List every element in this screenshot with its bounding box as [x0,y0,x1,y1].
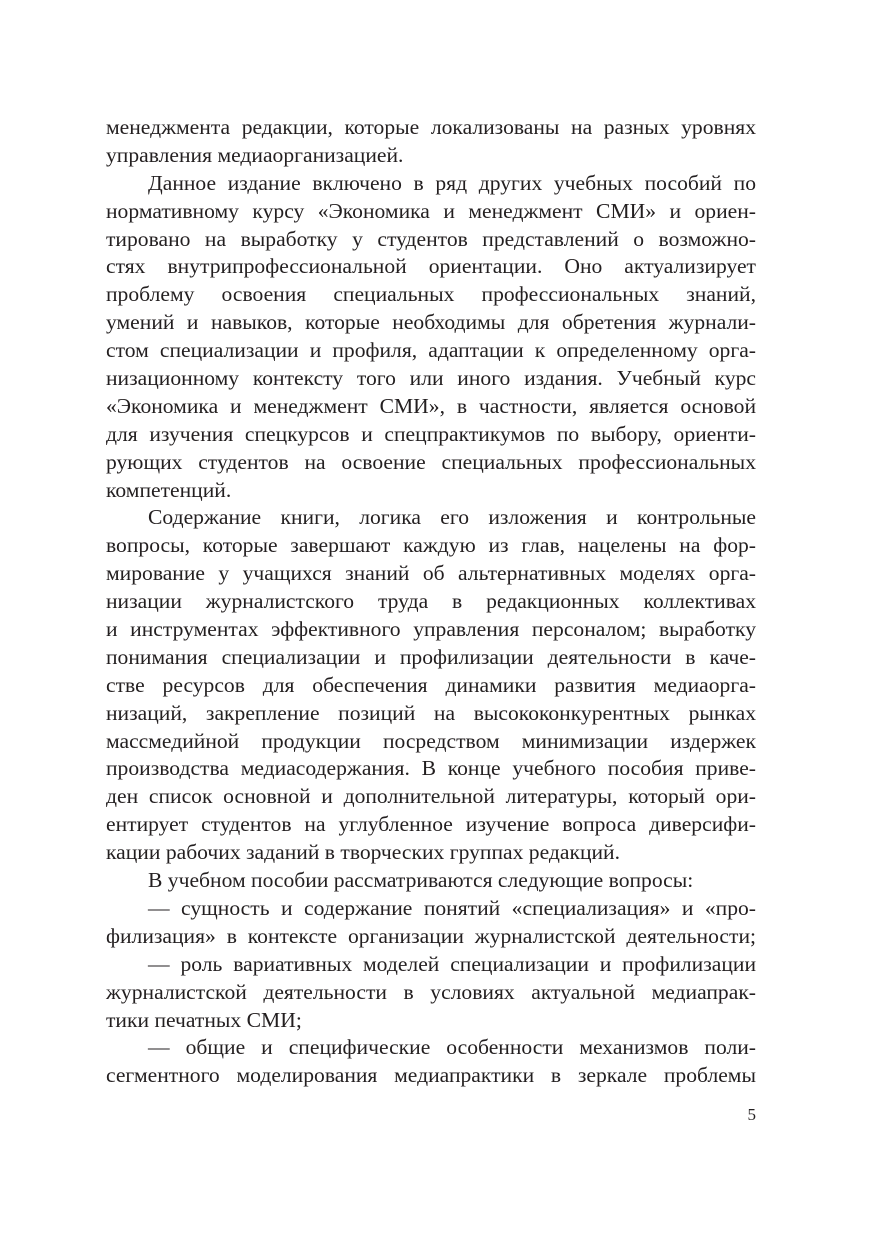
text-line: стом специализации и профиля, адаптации к определенному орга- [106,338,756,363]
text-line: низации журналистского труда в редакционных коллективах [106,589,756,614]
text-line: журналистской деятельности в условиях актуальной медиапрак- [106,979,756,1004]
text-line: стях внутрипрофессиональной ориентации. Оно актуализирует [106,254,756,279]
body-text [106,114,756,1090]
text-line: Содержание книги, логика его изложения и контрольные [148,505,756,530]
text-line: Данное издание включено в ряд других учебных пособий по [148,170,756,195]
text-line: сегментного моделирования медиапрактики в зеркале проблемы [106,1063,756,1088]
text-line: В учебном пособии рассматриваются следующие вопросы: [148,868,694,893]
text-line: массмедийной продукции посредством минимизации издержек [106,728,756,753]
text-line: для изучения спецкурсов и спецпрактикумов по выбору, ориенти- [106,421,756,446]
text-line: рующих студентов на освоение специальных профессиональных [106,449,756,474]
text-line: понимания специализации и профилизации деятельности в каче- [106,644,756,669]
text-line: ентирует студентов на углубленное изучение вопроса диверсифи- [106,812,756,837]
text-line: проблему освоения специальных профессиональных знаний, [106,282,756,307]
text-line: производства медиасодержания. В конце учебного пособия приве- [106,756,756,781]
text-line: и инструментах эффективного управления персоналом; выработку [106,617,756,642]
text-line: нормативному курсу «Экономика и менеджмент СМИ» и ориен- [106,198,756,223]
text-line: тировано на выработку у студентов представлений о возможно- [106,226,756,251]
text-line: ден список основной и дополнительной литературы, который ори- [106,784,756,809]
text-line: низационному контексту того или иного издания. Учебный курс [106,366,756,391]
text-line: «Экономика и менеджмент СМИ», в частности, является основой [106,393,756,418]
text-line: умений и навыков, которые необходимы для обретения журнали- [106,310,756,335]
text-line: — общие и специфические особенности механизмов поли- [148,1035,756,1060]
page-number: 5 [747,1105,756,1124]
text-line: вопросы, которые завершают каждую из глав, нацелены на фор- [106,533,756,558]
text-line: низаций, закрепление позиций на высококонкурентных рынках [106,700,756,725]
text-line: тики печатных СМИ; [106,1007,302,1032]
text-line: — роль вариативных моделей специализации и профилизации [148,951,756,976]
text-line: менеджмента редакции, которые локализованы на разных уровнях [106,115,756,139]
text-line: — сущность и содержание понятий «специализация» и «про- [148,895,756,920]
text-line: управления медиаорганизацией. [106,142,404,167]
text-line: филизация» в контексте организации журналистской деятельности; [106,923,756,948]
text-line: компетенций. [106,477,232,502]
text-line: кации рабочих заданий в творческих группах редакций. [106,840,621,865]
text-line: стве ресурсов для обеспечения динамики развития медиаорга- [106,672,756,697]
text-line: мирование у учащихся знаний об альтернативных моделях орга- [106,561,756,586]
